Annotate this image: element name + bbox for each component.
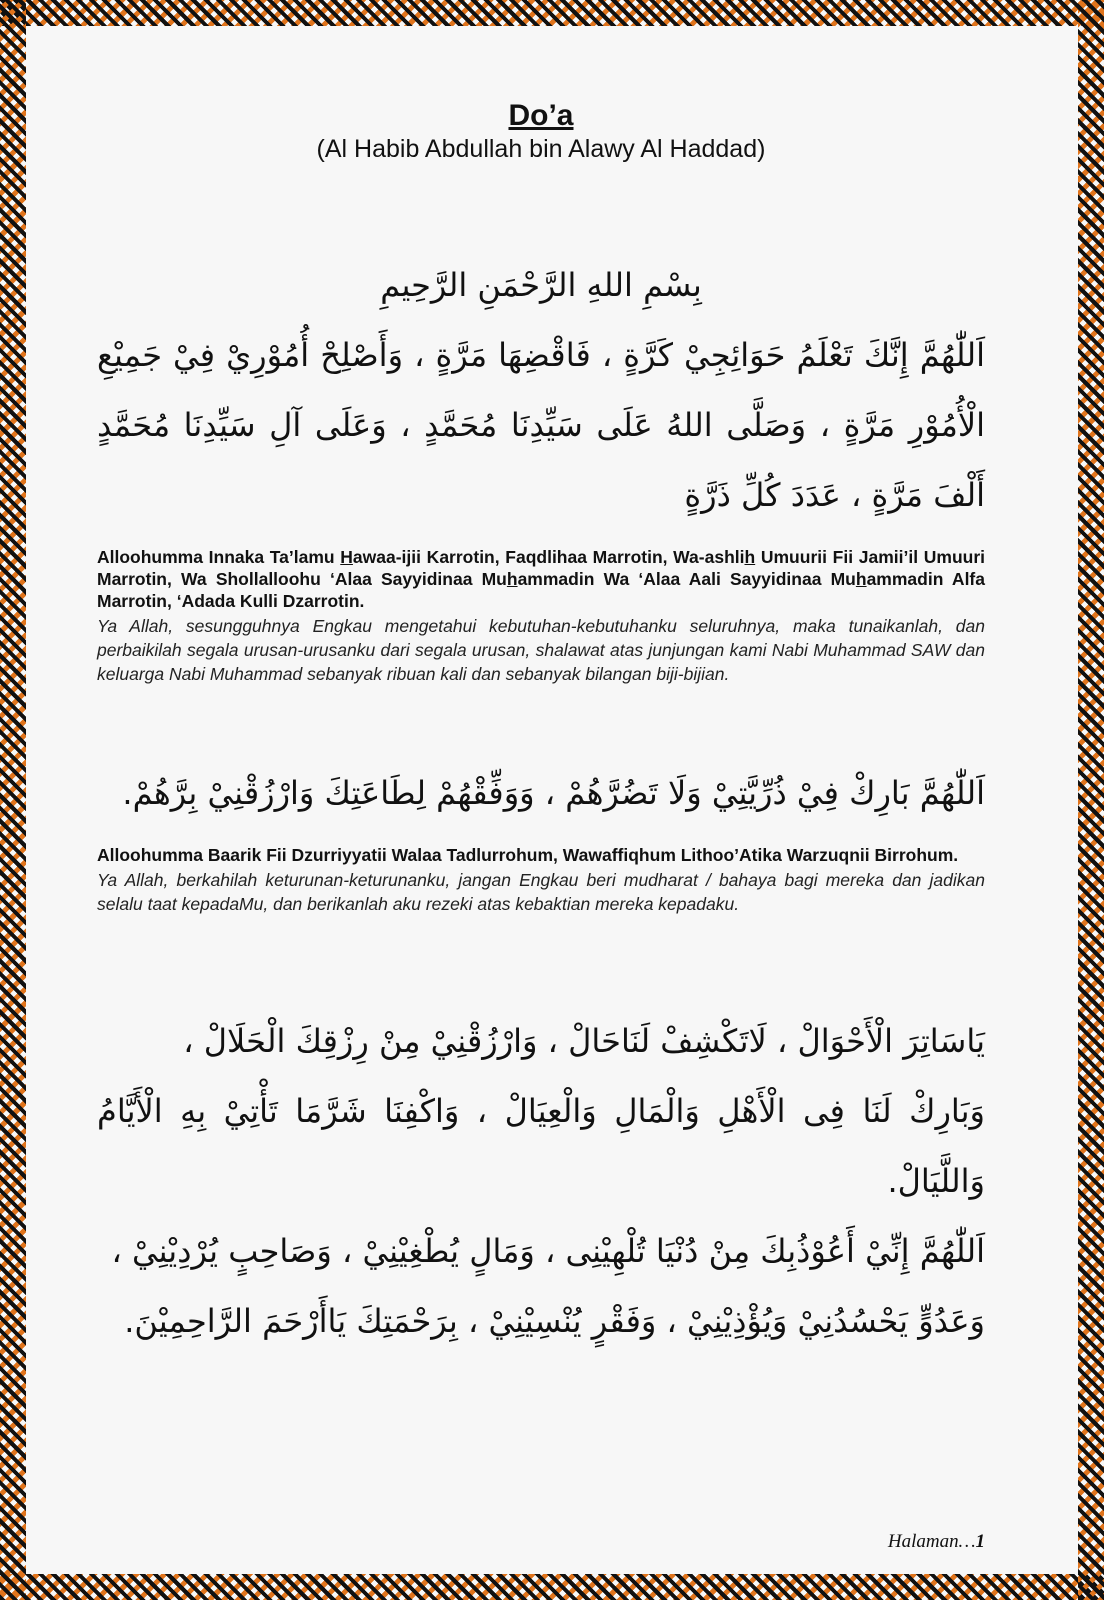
bismillah: بِسْمِ اللهِ الرَّحْمَنِ الرَّحِيمِ [380,266,702,304]
arabic-line: يَاسَاتِرَ الْأَحْوَالْ ، لَاتَكْشِفْ لَنَاحَالْ ، وَارْزُقْنِيْ مِنْ رِزْقِكَ الْحَلَالْ ، [183,1022,985,1060]
text-segment: ammadin Wa ‘Alaa Aali Sayyidinaa Mu [517,569,856,589]
prayer-2-arabic: اَللّٰهُمَّ بَارِكْ فِيْ ذُرِّيَّتِيْ وَلَا تَضُرَّهُمْ ، وَوَفِّقْهُمْ لِطَاعَتِكَ وَارْزُقْنِيْ بِرَّهُمْ. [122,774,985,812]
underlined-segment: H [340,547,353,567]
text-segment: awaa-ijii Karrotin, Faqdlihaa Marrotin, Wa-ashli [352,547,745,567]
arabic-line: وَبَارِكْ لَنَا فِى الْأَهْلِ وَالْمَالِ وَالْعِيَالْ ، وَاكْفِنَا شَرَّمَا تَأْتِيْ بِهِ الْأَيَّامُ وَاللَّيَالْ. [97,1092,985,1200]
page-number [97,1500,985,1554]
prayer-2-transliteration: Alloohumma Baarik Fii Dzurriyyatii Walaa Tadlurrohum, Wawaffiqhum Lithoo’Atika Warzuqnii Birrohum. [97,845,959,865]
prayer-2-translation: Ya Allah, berkahilah keturunan-keturunanku, jangan Engkau beri mudharat / bahaya bagi mereka dan jadikan selalu taat kepadaMu, dan berikanlah aku rezeki atas kebaktian mereka kepadaku. [97,870,985,914]
text-segment: Umuurii Fii Jamii’il Umuuri Marrotin, Wa Shollalloohu ‘Alaa Sayyidinaa Mu [97,547,985,589]
prayer-1-translation: Ya Allah, sesungguhnya Engkau mengetahui kebutuhan-kebutuhanku seluruhnya, maka tunaikanlah, dan perbaikilah segala urusan-urusanku dari segala urusan, shalawat atas junjungan kami Nabi Muhammad SAW dan keluarga Nabi Muhammad sebanyak ribuan kali dan sebanyak bilangan biji-bijian. [97,616,985,684]
prayer-1-arabic: اَللّٰهُمَّ إِنَّكَ تَعْلَمُ حَوَائِجِيْ كَرَّةٍ ، فَاقْضِهَا مَرَّةٍ ، وَأَصْلِحْ أُمُوْرِيْ فِيْ جَمِيْعِ الْأُمُوْرِ مَرَّةٍ ، وَصَلَّى اللهُ عَلَى سَيِّدِنَا مُحَمَّدٍ ، وَعَلَى آلِ سَيِّدِنَا مُحَمَّدٍ أَلْفَ مَرَّةٍ ، عَدَدَ كُلِّ ذَرَّةٍ [97,336,985,514]
page-subtitle: (Al Habib Abdullah bin Alawy Al Haddad) [316,135,766,163]
page-value: 1 [975,1531,985,1552]
prayer-1-transliteration [97,546,985,612]
arabic-line: اَللّٰهُمَّ إِنِّيْ أَعُوْذُبِكَ مِنْ دُنْيَا تُلْهِيْنِى ، وَمَالٍ يُطْغِيْنِيْ ، وَصَاحِبٍ يُرْدِيْنِيْ ، [111,1232,985,1270]
prayer-3-arabic [97,1006,985,1356]
page-label: Halaman… [887,1531,976,1552]
underlined-segment: h [744,547,756,567]
page-title: Do’a [508,99,574,132]
text-segment: Alloohumma Innaka Ta’lamu [97,547,341,567]
arabic-line: وَعَدُوٍّ يَحْسُدُنِيْ وَيُؤْذِيْنِيْ ، وَفَقْرٍ يُنْسِيْنِيْ ، بِرَحْمَتِكَ يَاأَرْحَمَ الرَّاحِمِيْنَ. [124,1302,985,1340]
underlined-segment: h [506,569,518,589]
text-segment: ammadin Alfa Marrotin, ‘Adada Kulli Dzarrotin. [97,569,985,611]
underlined-segment: h [855,569,867,589]
